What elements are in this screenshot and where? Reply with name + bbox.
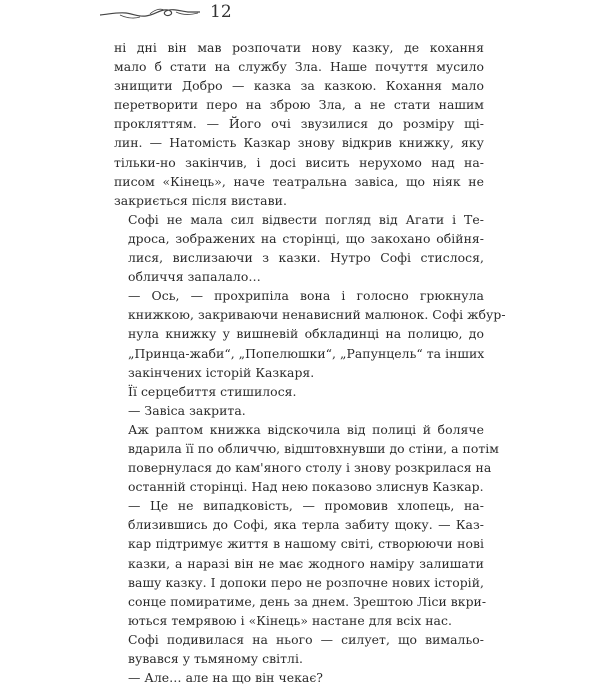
text-line: лин. — Натомість Казкар знову відкрив книжку, яку — [114, 135, 484, 151]
text-line: казки, а наразі він не має жодного наміру залишати — [128, 555, 484, 571]
text-line: кар підтримує життя в нашому світі, створюючи нові — [128, 536, 484, 552]
text-line: писом «Кінець», наче театральна завіса, що ніяк не — [114, 173, 484, 189]
page-number: 12 — [210, 2, 232, 22]
text-line: близившись до Софі, яка терла забиту щоку. — Каз- — [128, 517, 484, 533]
paragraph — [114, 38, 484, 210]
text-line: Аж раптом книжка відскочила від полиці й боляче — [128, 421, 484, 437]
text-line: знищити Добро — казка за казкою. Кохання мало — [114, 78, 484, 94]
text-line: книжкою, закриваючи ненависний малюнок. Софі жбур- — [128, 307, 506, 323]
paragraph — [114, 496, 487, 630]
text-line: тільки-но закінчив, і досі висить нерухомо над на- — [114, 154, 484, 170]
paragraph — [114, 401, 484, 420]
paragraph — [114, 668, 484, 687]
text-line: обличчя запалало… — [128, 269, 261, 285]
paragraph — [114, 286, 506, 381]
text-line: „Принца-жаби“, „Попелюшки“, „Рапунцель“ та інших — [128, 345, 485, 361]
text-line: — Завіса закрита. — [128, 402, 246, 418]
paragraph — [114, 210, 484, 286]
text-line: повернулася до кам'яного столу і знову розкрилася на — [128, 460, 492, 476]
body-text — [114, 38, 506, 687]
text-line: ні дні він мав розпочати нову казку, де кохання — [114, 40, 484, 55]
page-header — [20, 0, 580, 32]
text-line: дроса, зображених на сторінці, що закохано обійня- — [128, 230, 484, 246]
text-line: сонце помиратиме, день за днем. Зрештою Ліси вкри- — [128, 593, 487, 609]
text-line: вдарила її по обличчю, відштовхнувши до стіни, а потім — [128, 440, 499, 456]
text-line: перетворити перо на зброю Зла, а не стати нашим — [114, 97, 484, 113]
text-line: прокляттям. — Його очі звузилися до розміру щі- — [114, 116, 484, 132]
text-line: закриється після вистави. — [114, 192, 287, 208]
text-line: Софі подивилася на нього — силует, що вимальо- — [128, 631, 484, 647]
text-line: — Ось, — прохрипіла вона і голосно грюкнула — [128, 288, 484, 304]
text-line: лися, вислизаючи з казки. Нутро Софі стислося, — [128, 250, 484, 266]
text-line: мало б стати на службу Зла. Наше почуття мусило — [114, 59, 484, 75]
paragraph — [114, 630, 484, 668]
text-line: останній сторінці. Над нею показово злиснув Казкар. — [128, 479, 484, 495]
paragraph — [114, 382, 484, 401]
text-line: — Але… але на що він чекає? — [128, 670, 324, 686]
text-line: закінчених історій Казкаря. — [128, 364, 315, 380]
text-line: ються темрявою і «Кінець» настане для всіх нас. — [128, 612, 452, 628]
paragraph — [114, 420, 499, 496]
text-line: — Це не випадковість, — промовив хлопець, на- — [128, 498, 484, 514]
text-line: нула книжку у вишневій обкладинці на полицю, до — [128, 326, 484, 342]
book-page — [20, 0, 580, 686]
text-line: вувався у тьмяному світлі. — [128, 651, 303, 666]
text-line: вашу казку. І допоки перо не розпочне нових історій, — [128, 574, 484, 590]
text-line: Софі не мала сил відвести погляд від Агати і Те- — [128, 211, 484, 227]
text-line: Її серцебиття стишилося. — [128, 383, 297, 399]
flourish-ornament-icon — [100, 2, 200, 24]
